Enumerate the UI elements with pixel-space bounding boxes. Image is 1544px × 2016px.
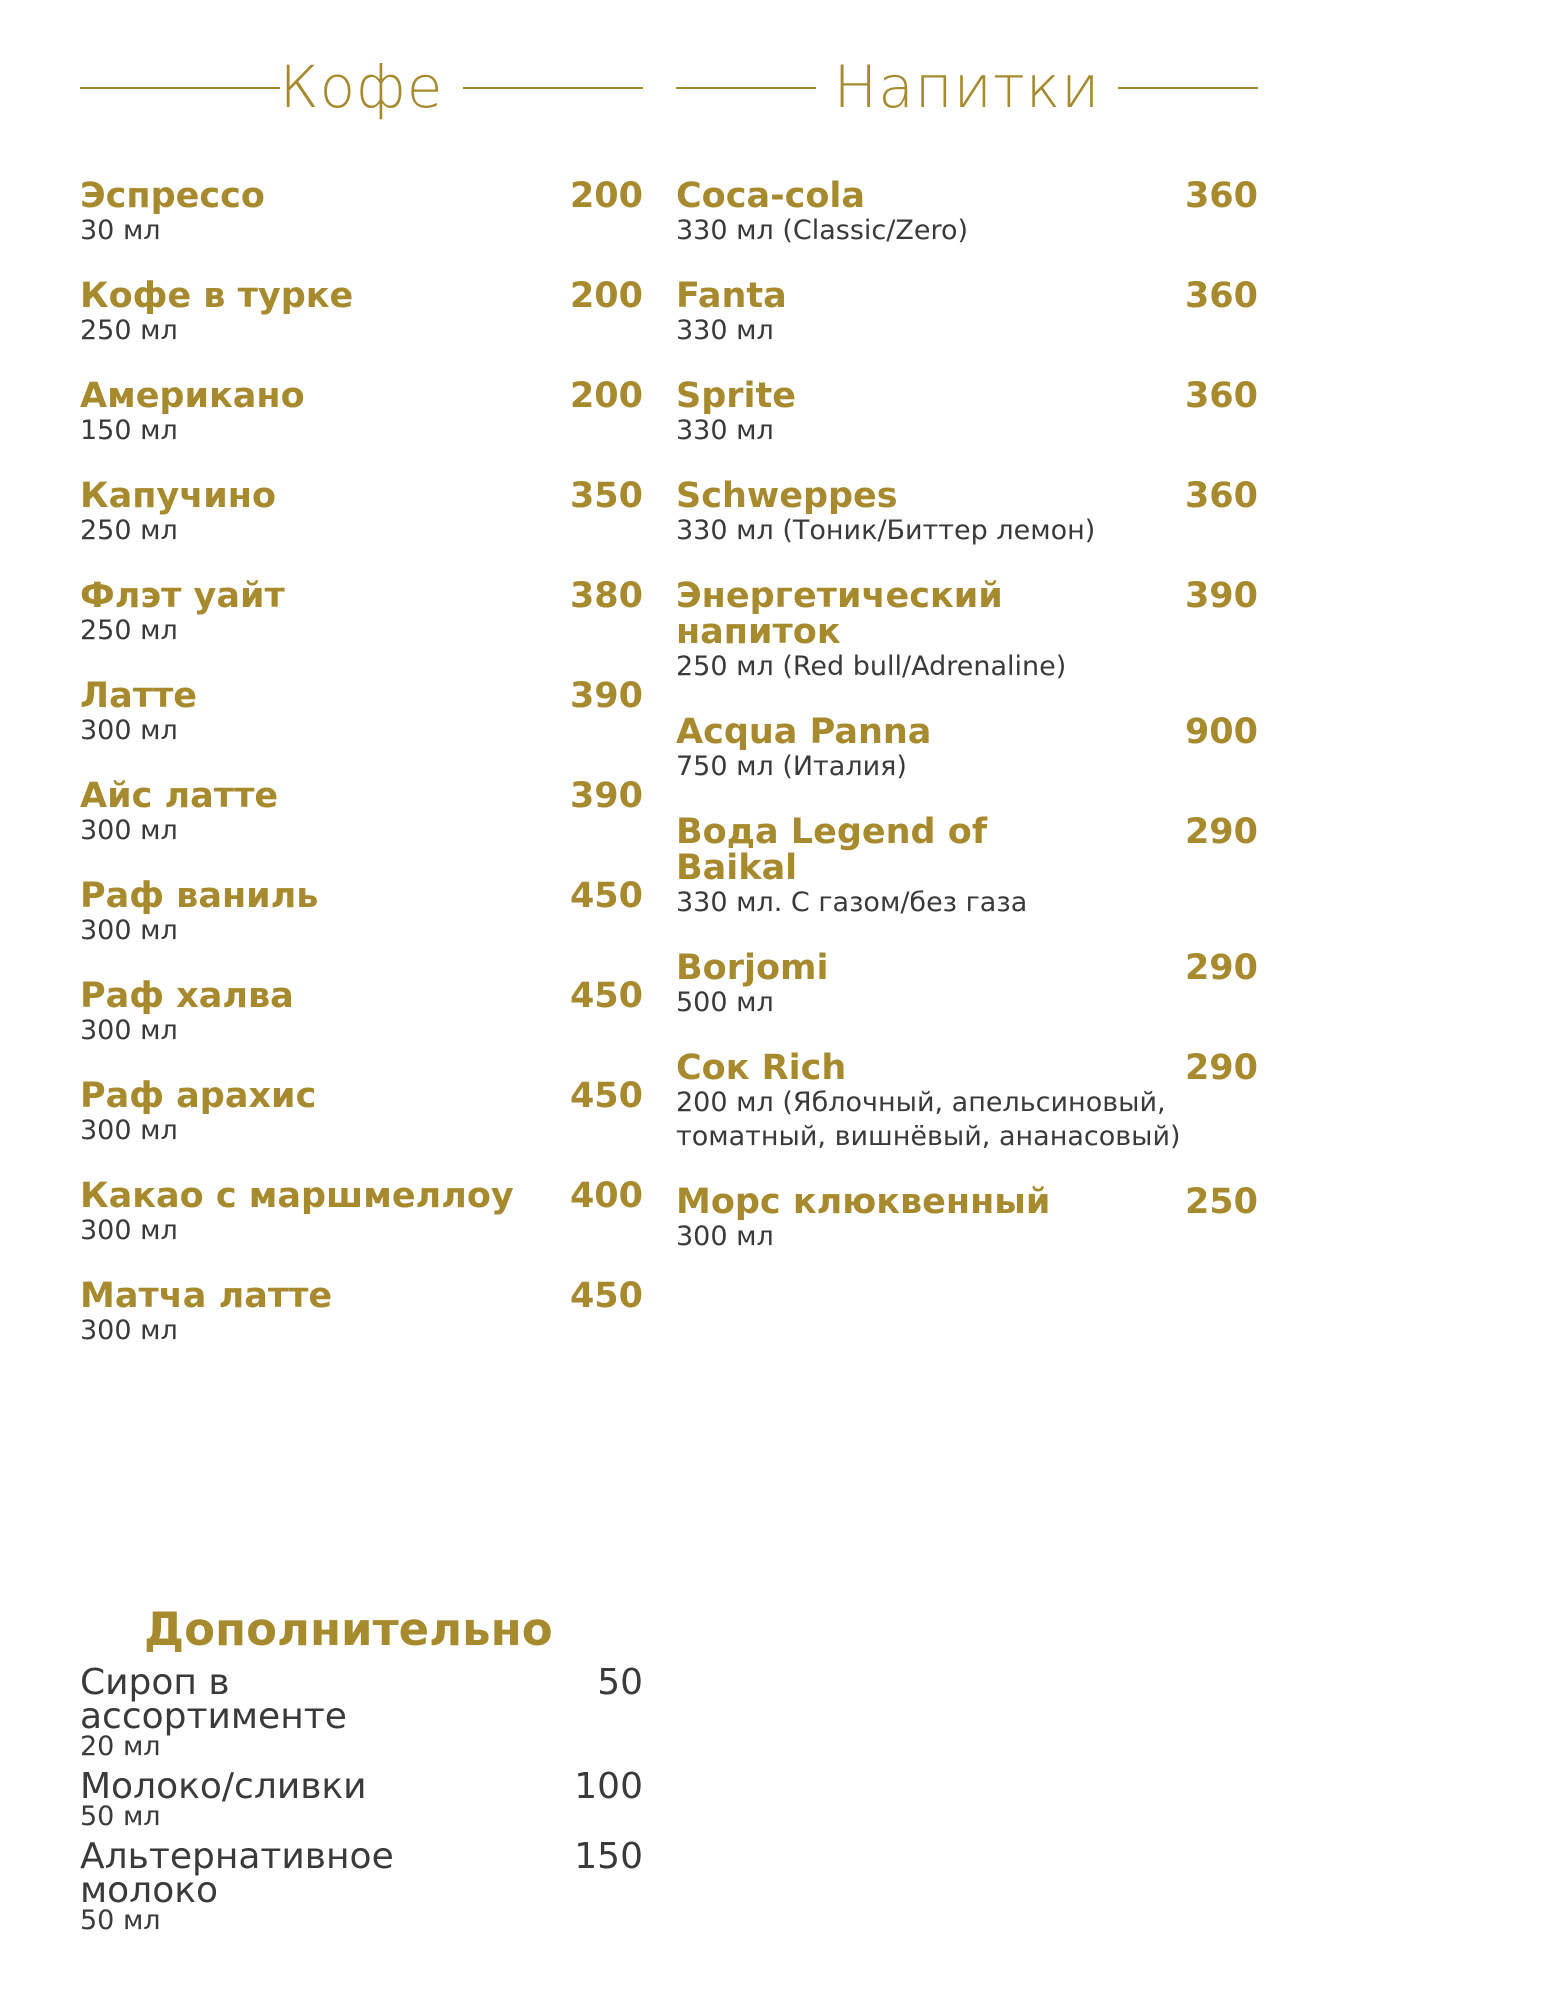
extra-price: 50 (597, 1662, 643, 1703)
item-name: Раф арахис (80, 1076, 317, 1116)
menu-item (80, 978, 643, 1048)
menu-item (80, 278, 643, 348)
drinks-header (676, 50, 1258, 124)
item-volume: 330 мл (Тоник/Биттер лемон) (676, 515, 1096, 546)
menu-item-row (80, 778, 643, 814)
menu-item-row (80, 1078, 643, 1114)
item-price: 900 (1184, 712, 1258, 752)
extra-name: Сироп в ассортименте (80, 1662, 347, 1737)
menu-item (676, 378, 1258, 448)
coffee-section (80, 50, 643, 1378)
item-name: Матча латте (80, 1276, 333, 1316)
extra-item (80, 1836, 643, 1936)
menu-item (676, 578, 1258, 684)
coffee-list (80, 178, 643, 1348)
item-price: 380 (569, 576, 643, 616)
extra-item-row (80, 1766, 643, 1807)
extra-item-row (80, 1836, 643, 1911)
menu-item-row (80, 678, 643, 714)
item-volume: 500 мл (676, 987, 774, 1018)
menu-item-row (676, 378, 1258, 414)
item-name: Эспрессо (80, 176, 265, 216)
item-name: Вода Legend of Baikal (676, 812, 988, 888)
menu-item (80, 1178, 643, 1248)
extra-volume: 20 мл (80, 1731, 161, 1762)
item-name: Морс клюквенный (676, 1182, 1051, 1222)
item-price: 390 (569, 676, 643, 716)
menu-item (80, 878, 643, 948)
item-price: 450 (569, 1276, 643, 1316)
item-price: 200 (569, 376, 643, 416)
item-name: Энергетический напиток (676, 576, 1003, 652)
item-price: 360 (1184, 476, 1258, 516)
item-price: 400 (569, 1176, 643, 1216)
item-price: 390 (569, 776, 643, 816)
menu-item-row (80, 278, 643, 314)
menu-item-row (676, 178, 1258, 214)
menu-item (80, 1078, 643, 1148)
menu-item-row (676, 1050, 1258, 1086)
item-volume: 250 мл (Red bull/Adrenaline) (676, 651, 1067, 682)
coffee-header (80, 50, 643, 124)
menu-item (80, 678, 643, 748)
menu-item-row (80, 478, 643, 514)
menu-item (676, 278, 1258, 348)
item-name: Американо (80, 376, 305, 416)
menu-item-row (676, 814, 1258, 886)
item-name: Капучино (80, 476, 277, 516)
menu-item-row (676, 278, 1258, 314)
item-volume: 300 мл (80, 1315, 178, 1346)
item-name: Айс латте (80, 776, 279, 816)
item-volume: 300 мл (676, 1221, 774, 1252)
item-name: Acqua Panna (676, 712, 932, 752)
item-volume: 300 мл (80, 915, 178, 946)
item-volume: 300 мл (80, 815, 178, 846)
extra-price: 100 (574, 1766, 643, 1807)
menu-item (676, 814, 1258, 920)
item-volume: 300 мл (80, 1115, 178, 1146)
item-volume: 150 мл (80, 415, 178, 446)
extras-list (80, 1662, 643, 1936)
item-volume: 200 мл (Яблочный, апельсиновый, томатный, вишнёвый, ананасовый) (676, 1087, 1181, 1152)
item-price: 450 (569, 876, 643, 916)
extra-name: Молоко/сливки (80, 1766, 367, 1807)
item-volume: 250 мл (80, 315, 178, 346)
extras-title: Дополнительно (144, 1603, 553, 1656)
item-volume: 330 мл (676, 315, 774, 346)
menu-item (80, 178, 643, 248)
item-price: 450 (569, 976, 643, 1016)
item-volume: 30 мл (80, 215, 161, 246)
extras-section (80, 1600, 643, 1944)
item-name: Schweppes (676, 476, 898, 516)
item-price: 360 (1184, 276, 1258, 316)
item-price: 390 (1184, 576, 1258, 616)
item-name: Sprite (676, 376, 796, 416)
item-name: Раф халва (80, 976, 294, 1016)
item-price: 200 (569, 176, 643, 216)
menu-item-row (80, 1278, 643, 1314)
item-volume: 250 мл (80, 615, 178, 646)
menu-item-row (80, 1178, 643, 1214)
item-name: Сок Rich (676, 1048, 847, 1088)
item-price: 290 (1184, 812, 1258, 852)
item-price: 290 (1184, 1048, 1258, 1088)
menu-item (676, 1184, 1258, 1254)
menu-item-row (676, 950, 1258, 986)
menu-item-row (80, 178, 643, 214)
item-volume: 300 мл (80, 715, 178, 746)
menu-item (80, 478, 643, 548)
item-price: 250 (1184, 1182, 1258, 1222)
menu-item-row (80, 378, 643, 414)
item-name: Латте (80, 676, 197, 716)
item-name: Кофе в турке (80, 276, 354, 316)
drinks-title: Напитки (833, 53, 1101, 121)
menu-item (676, 1050, 1258, 1154)
menu-item (676, 714, 1258, 784)
item-volume: 300 мл (80, 1215, 178, 1246)
item-name: Какао с маршмеллоу (80, 1176, 514, 1216)
menu-item-row (676, 1184, 1258, 1220)
menu-item (80, 578, 643, 648)
menu-item-row (676, 478, 1258, 514)
menu-item-row (80, 578, 643, 614)
extra-price: 150 (574, 1836, 643, 1877)
item-price: 200 (569, 276, 643, 316)
menu-item (80, 778, 643, 848)
item-volume: 330 мл (676, 415, 774, 446)
menu-item-row (676, 714, 1258, 750)
drinks-section (676, 50, 1258, 1284)
coffee-title: Кофе (279, 53, 444, 121)
extra-volume: 50 мл (80, 1905, 161, 1936)
item-volume: 750 мл (Италия) (676, 751, 907, 782)
item-price: 350 (569, 476, 643, 516)
menu-item-row (80, 978, 643, 1014)
item-volume: 330 мл (Classic/Zero) (676, 215, 969, 246)
drinks-list (676, 178, 1258, 1254)
menu-item-row (676, 578, 1258, 650)
menu-item (676, 478, 1258, 548)
menu-item (80, 378, 643, 448)
item-name: Раф ваниль (80, 876, 319, 916)
menu-item (676, 178, 1258, 248)
item-price: 290 (1184, 948, 1258, 988)
item-price: 450 (569, 1076, 643, 1116)
menu-item (676, 950, 1258, 1020)
item-volume: 250 мл (80, 515, 178, 546)
item-price: 360 (1184, 376, 1258, 416)
item-name: Флэт уайт (80, 576, 285, 616)
item-name: Borjomi (676, 948, 829, 988)
extra-item (80, 1662, 643, 1762)
menu-item (80, 1278, 643, 1348)
extra-name: Альтернативное молоко (80, 1836, 394, 1911)
extra-volume: 50 мл (80, 1801, 161, 1832)
item-name: Fanta (676, 276, 787, 316)
item-name: Coca-cola (676, 176, 866, 216)
item-price: 360 (1184, 176, 1258, 216)
item-volume: 330 мл. С газом/без газа (676, 887, 1028, 918)
extra-item (80, 1766, 643, 1832)
item-volume: 300 мл (80, 1015, 178, 1046)
extra-item-row (80, 1662, 643, 1737)
menu-item-row (80, 878, 643, 914)
